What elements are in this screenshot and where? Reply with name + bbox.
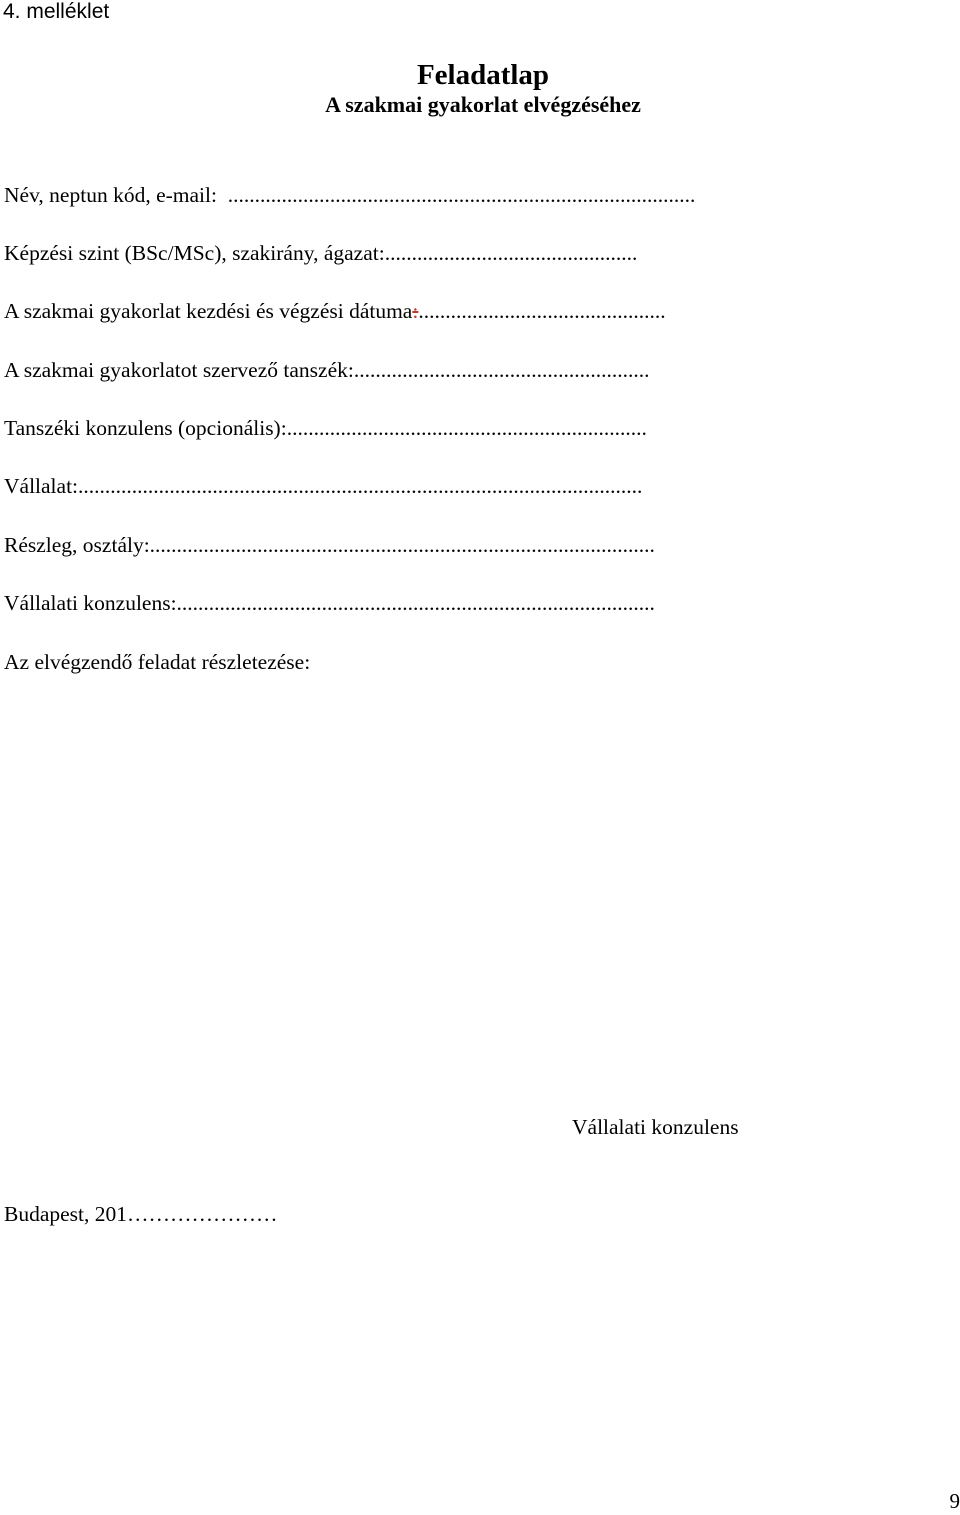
- field-department-supervisor: [4, 414, 866, 442]
- page-subtitle: A szakmai gyakorlat elvégzéséhez: [325, 92, 641, 117]
- page-title: Feladatlap: [416, 59, 550, 91]
- field-label: A szakmai gyakorlatot szervező tanszék:.......................................................: [4, 358, 650, 382]
- annex-label: 4. melléklet: [3, 0, 110, 23]
- field-label: Vállalati konzulens:.........................................................................................: [4, 591, 655, 615]
- field-label: Név, neptun kód, e-mail: .......................................................................................: [4, 183, 696, 207]
- task-details-label: Az elvégzendő feladat részletezése:: [4, 650, 311, 674]
- place-date: Budapest, 201…………………: [4, 1202, 278, 1226]
- field-company-supervisor: [4, 589, 866, 617]
- field-label: Tanszéki konzulens (opcionális):...................................................................: [4, 416, 647, 440]
- field-label: Részleg, osztály:..............................................................................................: [4, 533, 655, 557]
- field-division: [4, 531, 866, 559]
- field-dots: ..............................................: [418, 299, 666, 323]
- field-training-level: [4, 239, 866, 267]
- field-company: [4, 472, 866, 500]
- field-label: A szakmai gyakorlat kezdési és végzési dátuma: [4, 299, 413, 323]
- signature-label: Vállalati konzulens: [572, 1115, 739, 1139]
- field-label: Vállalat:.........................................................................................................: [4, 474, 643, 498]
- field-label: Képzési szint (BSc/MSc), szakirány, ágazat:...............................................: [4, 241, 638, 265]
- field-organizing-department: [4, 356, 866, 384]
- field-name-neptun-email: [4, 181, 866, 209]
- title-block: [0, 58, 960, 118]
- edit-mark: :: [412, 299, 419, 323]
- page-number: 9: [949, 1489, 960, 1513]
- field-start-end-date: [4, 297, 866, 325]
